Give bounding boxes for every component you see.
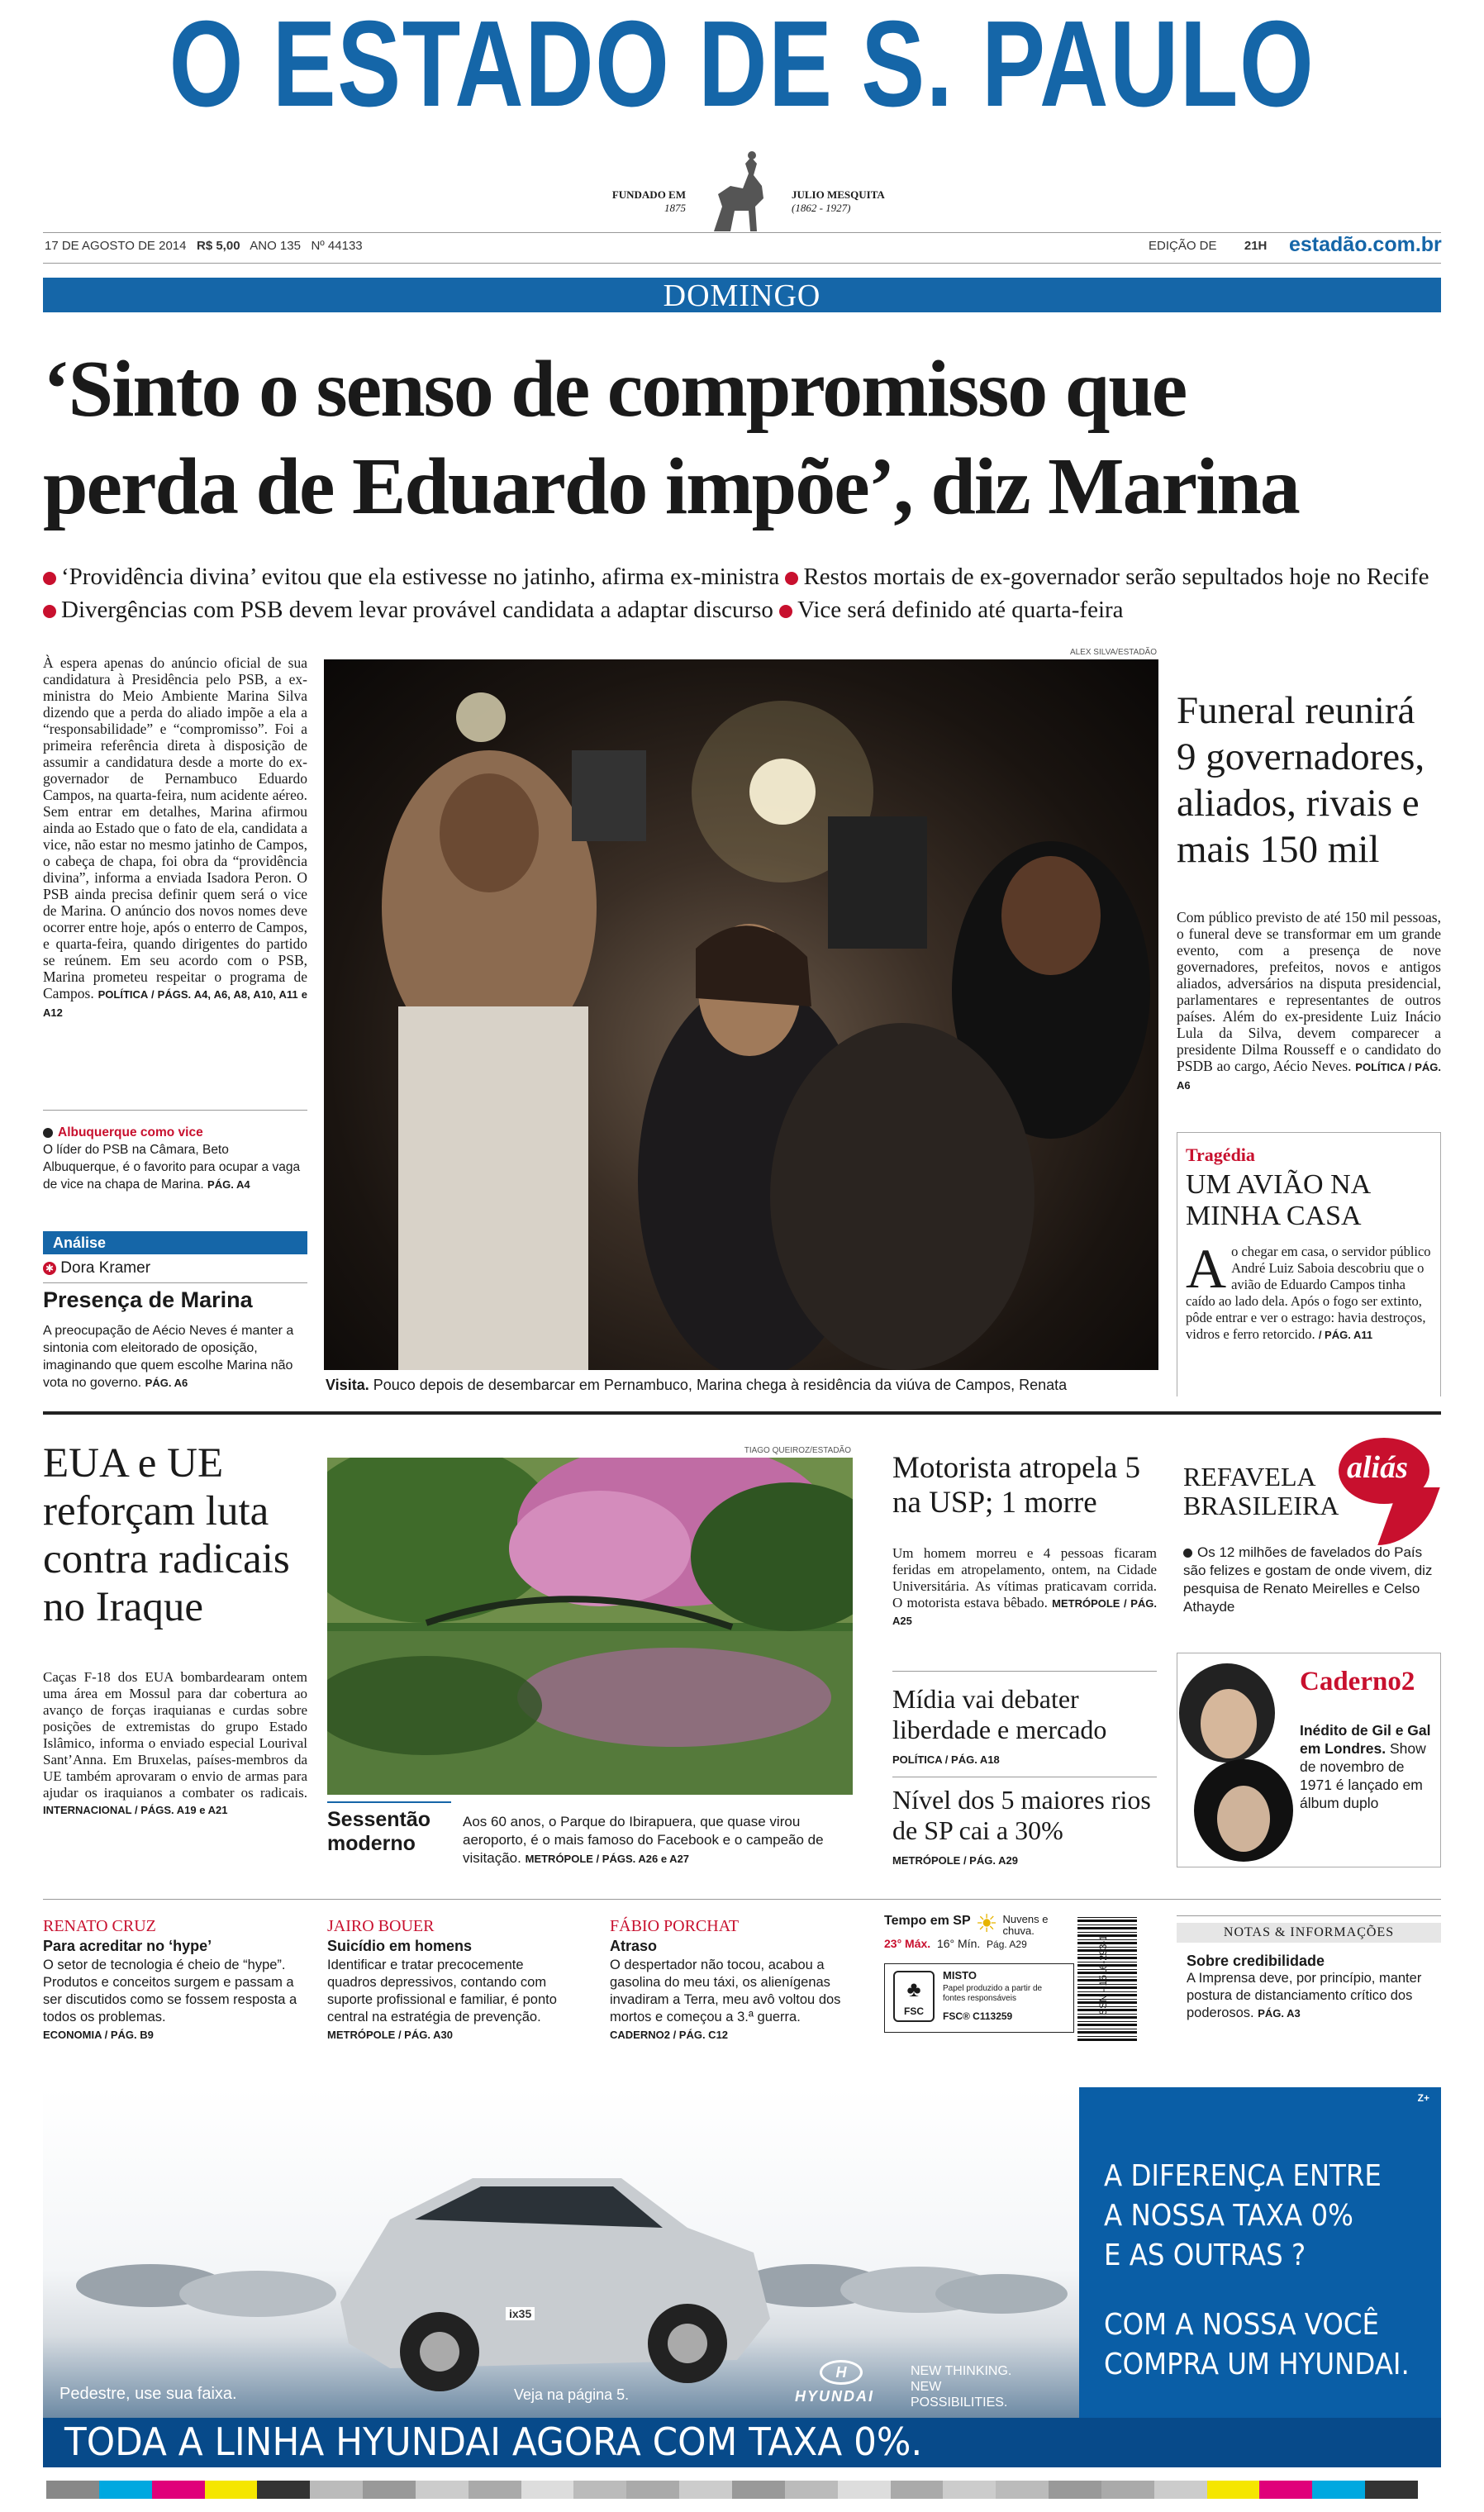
tragedia-dropcap: A xyxy=(1186,1237,1227,1300)
notas-text: A Imprensa deve, por princípio, manter postura de distanciamento crítico dos poderosos. xyxy=(1187,1971,1422,2020)
caderno2-bold: Inédito de Gil e Gal em Londres. xyxy=(1300,1722,1431,1757)
analise-label: Análise xyxy=(53,1235,107,1251)
ad-line-4: COM A NOSSA VOCÊ xyxy=(1104,2308,1379,2342)
notas-band: NOTAS & INFORMAÇÕES xyxy=(1177,1923,1441,1943)
albuquerque-box xyxy=(43,1124,307,1193)
notas-box xyxy=(1177,1915,1441,2022)
weather-desc: Nuvens e chuva. xyxy=(1002,1913,1049,1937)
albuquerque-title: Albuquerque como vice xyxy=(58,1125,203,1139)
lead-headline-line2: perda de Eduardo impõe’, diz Marina xyxy=(43,442,1299,531)
issue-number: Nº 44133 xyxy=(311,239,363,253)
column-1 xyxy=(43,1917,307,2043)
founded-year: 1875 xyxy=(664,202,686,214)
masthead-title: O ESTADO DE S. PAULO xyxy=(169,0,1315,132)
column-3-ref[interactable]: CADERNO2 / PÁG. C12 xyxy=(610,2029,729,2041)
column-2-title: Suicídio em homens xyxy=(327,1938,473,1954)
tragedia-ref[interactable]: / PÁG. A11 xyxy=(1318,1329,1373,1341)
alias-headline: REFAVELA BRASILEIRA xyxy=(1183,1462,1339,1520)
usp-body xyxy=(892,1545,1157,1629)
weather-label: Tempo em SP xyxy=(884,1914,971,1928)
caderno2-brand[interactable]: Caderno2 xyxy=(1300,1667,1415,1696)
lead-ref[interactable]: POLÍTICA / PÁGS. A4, A6, A8, A10, A11 e A12 xyxy=(43,988,307,1019)
lead-photo xyxy=(324,659,1158,1370)
weather-min: 16° Mín. xyxy=(936,1937,981,1950)
dateline xyxy=(45,239,363,253)
lead-caption xyxy=(326,1377,1160,1394)
alias-text: Os 12 milhões de favelados do País são felizes e gostam de onde vivem, diz pesquisa de Renato Meirelles e Celso Athayde xyxy=(1183,1544,1433,1615)
lead-caption-label: Visita. xyxy=(326,1377,369,1393)
lead-headline-line1: ‘Sinto o senso de compromisso que xyxy=(43,345,1187,434)
fsc-text: Papel produzido a partir de fontes responsáveis xyxy=(943,1984,1043,2003)
funeral-body xyxy=(1177,909,1441,1094)
column-2-author: JAIRO BOUER xyxy=(327,1917,435,1935)
ad-brand: HYUNDAI xyxy=(795,2388,875,2405)
ad-right-panel xyxy=(1079,2087,1441,2418)
tragedia-headline: UM AVIÃO NA MINHA CASA xyxy=(1186,1169,1370,1231)
tragedia-body xyxy=(1186,1237,1432,1344)
bullet-2: Restos mortais de ex-governador serão sepultados hoje no Recife xyxy=(803,564,1429,590)
weather-max: 23° Máx. xyxy=(884,1937,931,1950)
edition-time: 21H xyxy=(1244,239,1268,253)
sun-cloud-icon: ☀ xyxy=(975,1910,998,1938)
midia-ref[interactable]: POLÍTICA / PÁG. A18 xyxy=(892,1753,1000,1766)
founded-label: FUNDADO EM xyxy=(611,188,686,201)
ad-bottom-band xyxy=(43,2418,1441,2467)
ad-tagline: NEW THINKING. NEW POSSIBILITIES. xyxy=(911,2364,1012,2410)
column-2-ref[interactable]: METRÓPOLE / PÁG. A30 xyxy=(327,2029,453,2041)
weather-box xyxy=(884,1910,1074,1950)
ad-veja: Veja na página 5. xyxy=(514,2386,630,2403)
ad-line-5: COMPRA UM HYUNDAI. xyxy=(1104,2348,1410,2381)
column-3-title: Atraso xyxy=(610,1938,658,1954)
founder-years: (1862 - 1927) xyxy=(792,202,851,214)
lead-body xyxy=(43,654,307,1021)
day-band xyxy=(43,278,1441,312)
ad-line-3: E AS OUTRAS ? xyxy=(1104,2238,1306,2272)
bullet-3: Divergências com PSB devem levar provável candidata a adaptar discurso xyxy=(61,597,773,623)
iraque-ref[interactable]: INTERNACIONAL / PÁGS. A19 e A21 xyxy=(43,1804,228,1816)
caderno2-text: Show de novembro de 1971 é lançado em álbum duplo xyxy=(1300,1740,1426,1811)
analise-author-row xyxy=(43,1259,150,1277)
car-model-badge: ix35 xyxy=(506,2307,535,2320)
caderno2-body xyxy=(1300,1721,1437,1812)
lead-headline xyxy=(43,340,1448,535)
ad-bottom-text: TODA A LINHA HYUNDAI AGORA COM TAXA 0%. xyxy=(64,2419,923,2464)
column-1-ref[interactable]: ECONOMIA / PÁG. B9 xyxy=(43,2029,154,2041)
usp-headline: Motorista atropela 5 na USP; 1 morre xyxy=(892,1451,1141,1520)
asterisk-icon: ✱ xyxy=(43,1262,56,1275)
horseman-logo-icon xyxy=(697,149,780,240)
column-3-text: O despertador não tocou, acabou a gasolina do meu táxi, os alienígenas invadiram a Terra, meu avô voltou dos mortos e começou a 3.ª guerra. xyxy=(610,1958,841,2024)
alias-body xyxy=(1183,1544,1439,1616)
alias-brand: aliás xyxy=(1347,1450,1408,1485)
bullet-4: Vice será definido até quarta-feira xyxy=(797,597,1124,623)
column-1-author: RENATO CRUZ xyxy=(43,1917,156,1935)
funeral-text: Com público previsto de até 150 mil pessoas, o funeral deve se transformar em um grande evento, com a presença de nove governadores, prefeitos, novos e antigos aliados, adversários na disputa presidencial, parlamentares e representantes de outros países. Além do ex-presidente Luiz Inácio Lula da Silva, devem comparecer a presidente Dilma Rousseff e o candidato do PSDB ao cargo, Aécio Neves. xyxy=(1177,909,1441,1074)
analise-band xyxy=(43,1231,307,1254)
hyundai-ad[interactable] xyxy=(43,2087,1441,2467)
analise-title: Presença de Marina xyxy=(43,1287,253,1312)
lead-bullets xyxy=(43,560,1439,626)
fsc-tree-icon: ♣ FSC xyxy=(893,1971,935,2022)
site-link[interactable]: estadão.com.br xyxy=(1289,233,1442,256)
fsc-title: MISTO xyxy=(943,1969,977,1982)
column-1-text: O setor de tecnologia é cheio de “hype”. Produtos e conceitos surgem e passam a ser discutidos como se fossem resposta a todos os problemas. xyxy=(43,1958,297,2024)
albuquerque-ref[interactable]: PÁG. A4 xyxy=(207,1178,250,1191)
ad-line-1: A DIFERENÇA ENTRE xyxy=(1104,2159,1382,2193)
bullet-1: ‘Providência divina’ evitou que ela estivesse no jatinho, afirma ex-ministra xyxy=(61,564,780,590)
notas-title: Sobre credibilidade xyxy=(1187,1953,1325,1969)
tragedia-kicker: Tragédia xyxy=(1186,1144,1255,1165)
caderno2-box xyxy=(1177,1653,1441,1867)
usp-ref[interactable]: METRÓPOLE / PÁG. A25 xyxy=(892,1597,1157,1627)
column-2-text: Identificar e tratar precocemente quadros depressivos, contando com suporte profissional e familiar, é ponto central na estratégia de prevenção. xyxy=(327,1958,557,2024)
hyundai-logo-icon: H xyxy=(820,2360,863,2385)
fsc-code: FSC® C113259 xyxy=(943,2010,1013,2022)
column-1-title: Para acreditar no ‘hype’ xyxy=(43,1938,212,1954)
notas-ref[interactable]: PÁG. A3 xyxy=(1258,2007,1301,2020)
analise-text: A preocupação de Aécio Neves é manter a sintonia com eleitorado de oposição, imaginando que quem escolhe Marina não vota no governo. xyxy=(43,1324,294,1390)
day-label: DOMINGO xyxy=(663,278,821,313)
park-photo-credit: TIAGO QUEIROZ/ESTADÃO xyxy=(744,1446,851,1455)
tragedia-box xyxy=(1177,1132,1441,1396)
park-title: Sessentão moderno xyxy=(327,1808,431,1855)
weather-ref[interactable]: Pág. A29 xyxy=(987,1939,1027,1950)
park-photo xyxy=(327,1458,853,1795)
price: R$ 5,00 xyxy=(197,239,240,253)
founder-name: JULIO MESQUITA xyxy=(792,188,885,201)
ad-left-scene xyxy=(43,2087,1079,2418)
iraque-headline: EUA e UE reforçam luta contra radicais no Iraque xyxy=(43,1440,290,1630)
park-ref[interactable]: METRÓPOLE / PÁGS. A26 e A27 xyxy=(525,1853,690,1865)
iraque-body xyxy=(43,1669,307,1819)
park-body xyxy=(463,1813,851,1868)
ad-line-2: A NOSSA TAXA 0% xyxy=(1104,2199,1353,2233)
edition xyxy=(1149,239,1267,253)
funeral-ref[interactable]: POLÍTICA / PÁG. A6 xyxy=(1177,1061,1441,1092)
lead-photo-credit: ALEX SILVA/ESTADÃO xyxy=(1069,648,1157,657)
print-color-bar xyxy=(46,2481,1418,2499)
midia-headline: Mídia vai debater liberdade e mercado xyxy=(892,1684,1107,1744)
edition-label: EDIÇÃO DE xyxy=(1149,239,1217,253)
funeral-headline: Funeral reunirá 9 governadores, aliados, rivais e mais 150 mil xyxy=(1177,689,1425,871)
lead-body-text: À espera apenas do anúncio oficial de sua candidatura à Presidência pelo PSB, a ex-ministra do Meio Ambiente Marina Silva dizendo que a perda do aliado impõe a ela a “responsabilidade” e “compromisso”. Foi a primeira referência direta à disposição de assumir a candidatura desde a morte do ex-governador de Pernambuco Eduardo Campos, na quarta-feira, num acidente aéreo. Sem entrar em detalhes, Marina afirmou ainda ao Estado que o fato de ela, candidata a vice, não estar no mesmo jatinho de Campos, o cabeça de chapa, foi obra da “providência divina”, informa a enviada Isadora Peron. O PSB ainda precisa definir quem será o vice de Marina. O anúncio dos novos nomes deve ocorrer entre hoje, após o enterro de Campos, e quarta-feira, quando dirigentes do partido se reúnem. Em seu acordo com o PSB, Marina prometeu respeitar o programa de Campos. xyxy=(43,654,307,1001)
isbn: ISSN - 1516-293-1 xyxy=(1097,1934,1109,2019)
albuquerque-text: O líder do PSB na Câmara, Beto Albuquerque, é o favorito para ocupar a vaga de vice na chapa de Marina. xyxy=(43,1143,301,1192)
column-2 xyxy=(327,1917,575,2043)
analise-body xyxy=(43,1322,307,1392)
column-3 xyxy=(610,1917,858,2043)
analise-author: Dora Kramer xyxy=(60,1259,151,1277)
column-3-author: FÁBIO PORCHAT xyxy=(610,1917,740,1935)
tragedia-text: o chegar em casa, o servidor público André Luiz Saboia descobriu que o avião de Eduardo Campos tinha caído ao lado dela. Após o fogo ser extinto, pôde entrar e ver o estrago: havia destroços, vidros e ferro retorcido. xyxy=(1186,1244,1431,1342)
lead-caption-text: Pouco depois de desembarcar em Pernambuco, Marina chega à residência da viúva de Campos, Renata xyxy=(373,1377,1068,1393)
founder-block xyxy=(792,188,924,215)
rios-ref[interactable]: METRÓPOLE / PÁG. A29 xyxy=(892,1854,1018,1867)
iraque-text: Caças F-18 dos EUA bombardearam ontem uma área em Mossul para dar cobertura ao avanço de forças iraquianas e curdas sobre posições de extremistas do grupo Estado Islâmico, informa o enviado especial Lourival Sant’Anna. Em Bruxelas, países-membros da UE também aprovaram o envio de armas para ajudar os iraquianos a combater os radicais. xyxy=(43,1669,307,1801)
ad-pedestre: Pedestre, use sua faixa. xyxy=(59,2385,237,2403)
analise-ref[interactable]: PÁG. A6 xyxy=(145,1377,188,1389)
founded-block xyxy=(578,188,686,215)
rios-headline: Nível dos 5 maiores rios de SP cai a 30% xyxy=(892,1785,1151,1845)
fsc-box xyxy=(884,1963,1074,2033)
year: ANO 135 xyxy=(250,239,301,253)
alias-logo[interactable] xyxy=(1339,1438,1441,1537)
caderno2-photo xyxy=(1177,1653,1293,1867)
date: 17 DE AGOSTO DE 2014 xyxy=(45,239,187,253)
usp-text: Um homem morreu e 4 pessoas ficaram feridas em atropelamento, ontem, na Cidade Universitária. As vítimas praticavam corrida. O motorista estava bêbado. xyxy=(892,1545,1157,1610)
park-text: Aos 60 anos, o Parque do Ibirapuera, que quase virou aeroporto, é o mais famoso do Facebook e o campeão de visitação. xyxy=(463,1814,824,1866)
ad-corner: Z+ xyxy=(1417,2092,1429,2104)
